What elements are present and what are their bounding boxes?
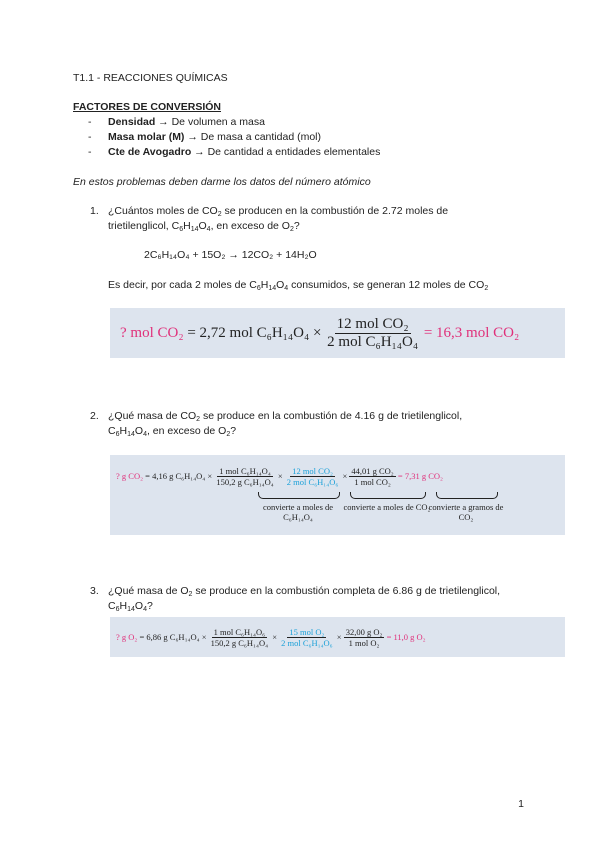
question-2-line-1: ¿Qué masa de $CO_2$ se produce en la combustión de 4.16 g de trietilenglicol, <box>108 410 463 423</box>
formula-2-given: = 4,16 g C₆H₁₄O₄ × <box>145 471 213 481</box>
formula-1-lhs: ? mol CO₂ <box>120 324 184 341</box>
brace-3 <box>436 492 498 499</box>
brace-1 <box>258 492 340 499</box>
formula-2-result: = 7,31 g CO₂ <box>397 471 443 481</box>
formula-2-factor-3: $\frac{\text{44,01 g CO₂}}{\text{1 mol CO₂}}$ <box>351 465 394 487</box>
formula-3-given: = 6,86 g C₆H₁₄O₄ × <box>139 632 207 642</box>
formula-2-factor-1: $\frac{\text{1 mol C₆H₁₄O₄}}{\text{150,2 g C₆H₁₄O₄}}$ <box>216 465 274 487</box>
formula-box-3: ? g O₂ = 6,86 g C₆H₁₄O₄ × $\frac{\text{1 mol C₆H₁₄O₆}}{\text{150,2 g C₆H₁₄O₄}}$ × $\frac{\text{15 mol O₂}}{\text{2 mol C₆H₁₄O₆}}$ × $\frac{\text{32,00 g O₂}}{\text{1 mol O₂}}$ = 11,0 g O₂ <box>110 617 565 657</box>
question-2-line-2: $C_6H_{14}O_4$, en exceso de $O_2$? <box>108 425 237 438</box>
note-text: En estos problemas deben darme los datos del número atómico <box>73 176 371 188</box>
formula-3-lhs: ? g O₂ <box>116 632 138 642</box>
formula-3-factor-2: $\frac{\text{15 mol O₂}}{\text{2 mol C₆H₁₄O₆}}$ <box>281 626 333 648</box>
question-1-line-2: trietilenglicol, $C_6H_{14}O_4$, en exceso de $O_2$? <box>108 220 300 233</box>
formula-box-2: ? g CO₂ = 4,16 g C₆H₁₄O₄ × $\frac{\text{1 mol C₆H₁₄O₄}}{\text{150,2 g C₆H₁₄O₄}}$ × $\frac{\text{12 mol CO₂}}{\text{2 mol C₆H₁₄O₆}}$ × $\frac{\text{44,01 g CO₂}}{\text{1 mol CO₂}}$ = 7,31 g CO₂ convierte a moles de C₆H₁₄O₄ convierte a moles de CO₂ convierte a gramos de CO₂ <box>110 455 565 535</box>
brace-2 <box>350 492 426 499</box>
label-convert-3: convierte a gramos de CO₂ <box>428 502 504 522</box>
question-3-line-1: ¿Qué masa de $O_2$ se produce en la combustión completa de 6.86 g de trietilenglicol, <box>108 585 501 598</box>
formula-box-1 <box>110 308 565 358</box>
formula-3-result: = 11,0 g O₂ <box>386 632 426 642</box>
document-title: T1.1 - REACCIONES QUÍMICAS <box>73 72 228 84</box>
reaction-equation: 2C₆H₁₄O₄ + 15O₂ → 12CO₂ + 14H₂O <box>144 249 317 261</box>
question-3-line-2: $C_6H_{14}O_4$? <box>108 600 153 613</box>
formula-1-given: = 2,72 mol C₆H₁₄O₄ × <box>187 324 322 341</box>
formula-2-lhs: ? g CO₂ <box>116 471 144 481</box>
section-heading: FACTORES DE CONVERSIÓN <box>73 101 221 113</box>
question-1-explanation: Es decir, por cada 2 moles de $C_6H_{14}O_4$ consumidos, se generan 12 moles de $CO_2$ <box>108 279 489 292</box>
label-convert-1: convierte a moles de C₆H₁₄O₄ <box>262 502 334 522</box>
label-convert-2: convierte a moles de CO₂ <box>343 502 431 512</box>
formula-3-factor-1: $\frac{\text{1 mol C₆H₁₄O₆}}{\text{150,2 g C₆H₁₄O₄}}$ <box>210 626 269 648</box>
page-number: 1 <box>518 798 524 810</box>
formula-1-result: = 16,3 mol CO₂ <box>423 324 520 341</box>
formula-2-factor-2: $\frac{\text{12 mol CO₂}}{\text{2 mol C₆H₁₄O₆}}$ <box>286 465 339 487</box>
formula-3-factor-3: $\frac{\text{32,00 g O₂}}{\text{1 mol O₂}}$ <box>345 626 383 648</box>
question-1-line-1: ¿Cuántos moles de $CO_2$ se producen en la combustión de 2.72 moles de <box>108 205 449 218</box>
formula-1-factor: $\frac{\text{12 mol CO₂}}{\text{2 mol C₆H₁₄O₄}}$ <box>327 315 419 350</box>
